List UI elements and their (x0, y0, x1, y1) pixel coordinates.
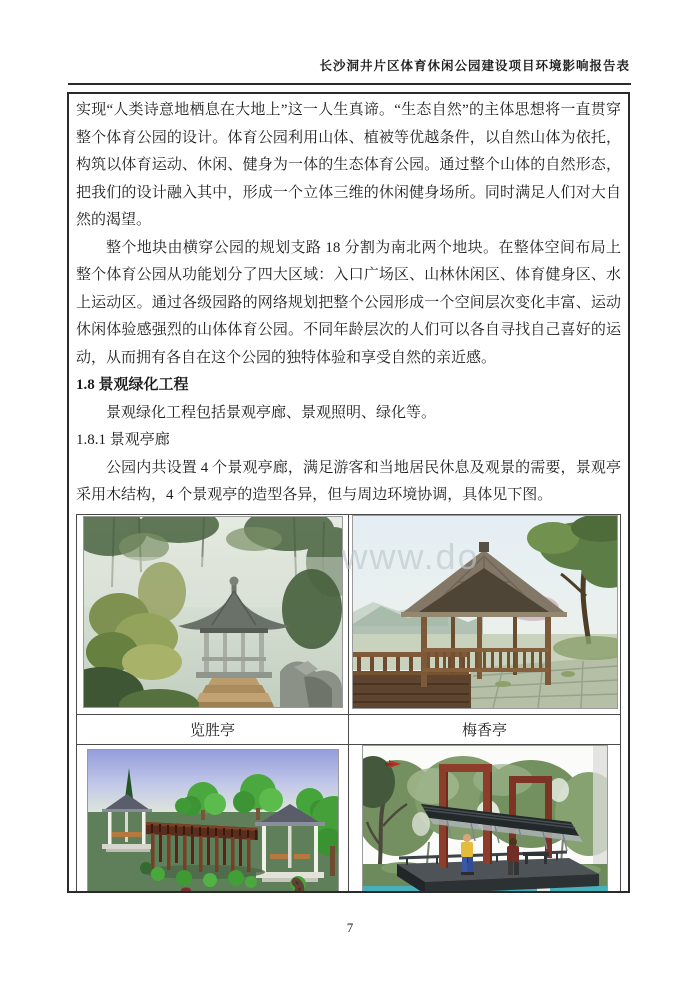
figure-table (76, 514, 621, 894)
figure-row-bottom (77, 744, 621, 893)
header-rule (68, 83, 631, 85)
deck-platform (397, 852, 599, 894)
paragraph-4: 公园内共设置 4 个景观亭廊，满足游客和当地居民休息及观景的需要，景观亭采用木结构，4 个景观亭的造型各异，但与周边环境协调，具体见下图。 (76, 459, 621, 503)
lansheng-pavilion-image (83, 516, 343, 708)
content-box (67, 92, 630, 893)
figure-cell (341, 514, 621, 714)
caption-row (77, 714, 621, 744)
section-heading-1-8: 1.8 景观绿化工程 (76, 377, 189, 393)
figure-row-top (77, 514, 621, 714)
waterside-pavilion-image (362, 745, 608, 894)
figure-cell (77, 514, 349, 714)
section-heading-1-8-1: 1.8.1 景观亭廊 (76, 432, 170, 448)
meixiang-pavilion-image (352, 515, 618, 709)
paragraph-1: 实现“人类诗意地栖息在大地上”这一人生真谛。“生态自然”的主体思想将一直贯穿整个体育公园的设计。体育公园利用山体、植被等优越条件，以自然山体为依托，构筑以体育运动、休闲、健身为一体的生态体育公园。通过整个山体的自然形态，把我们的设计融入其中，形成一个立体三维的休闲健身场所。同时满足人们对大自然的渴望。 (76, 102, 621, 228)
page-number: 7 (346, 920, 354, 935)
paragraph-2: 整个地块由横穿公园的规划支路 18 分割为南北两个地块。在整体空间布局上整个体育公园从功能划分了四大区域：入口广场区、山林休闲区、体育健身区、水上运动区。通过各级园路的网络规划把整个公园形成一个空间层次变化丰富、运动休闲体验感强烈的山体体育公园。不同年龄层次的人们可以各自寻找自己喜好的运动，从而拥有各自在这个公园的独特体验和享受自然的亲近感。 (76, 239, 621, 366)
figure-cell (349, 744, 621, 893)
pergola-corridor-image (87, 749, 339, 894)
watermark-text: www.do (341, 538, 480, 575)
figure-caption-right: 梅香亭 (349, 714, 621, 744)
header-title: 长沙洞井片区体育休闲公园建设项目环境影响报告表 (319, 59, 630, 73)
figure-caption-left: 览胜亭 (77, 714, 349, 744)
figure-cell (77, 744, 349, 893)
paragraph-3: 景观绿化工程包括景观亭廊、景观照明、绿化等。 (106, 404, 437, 421)
